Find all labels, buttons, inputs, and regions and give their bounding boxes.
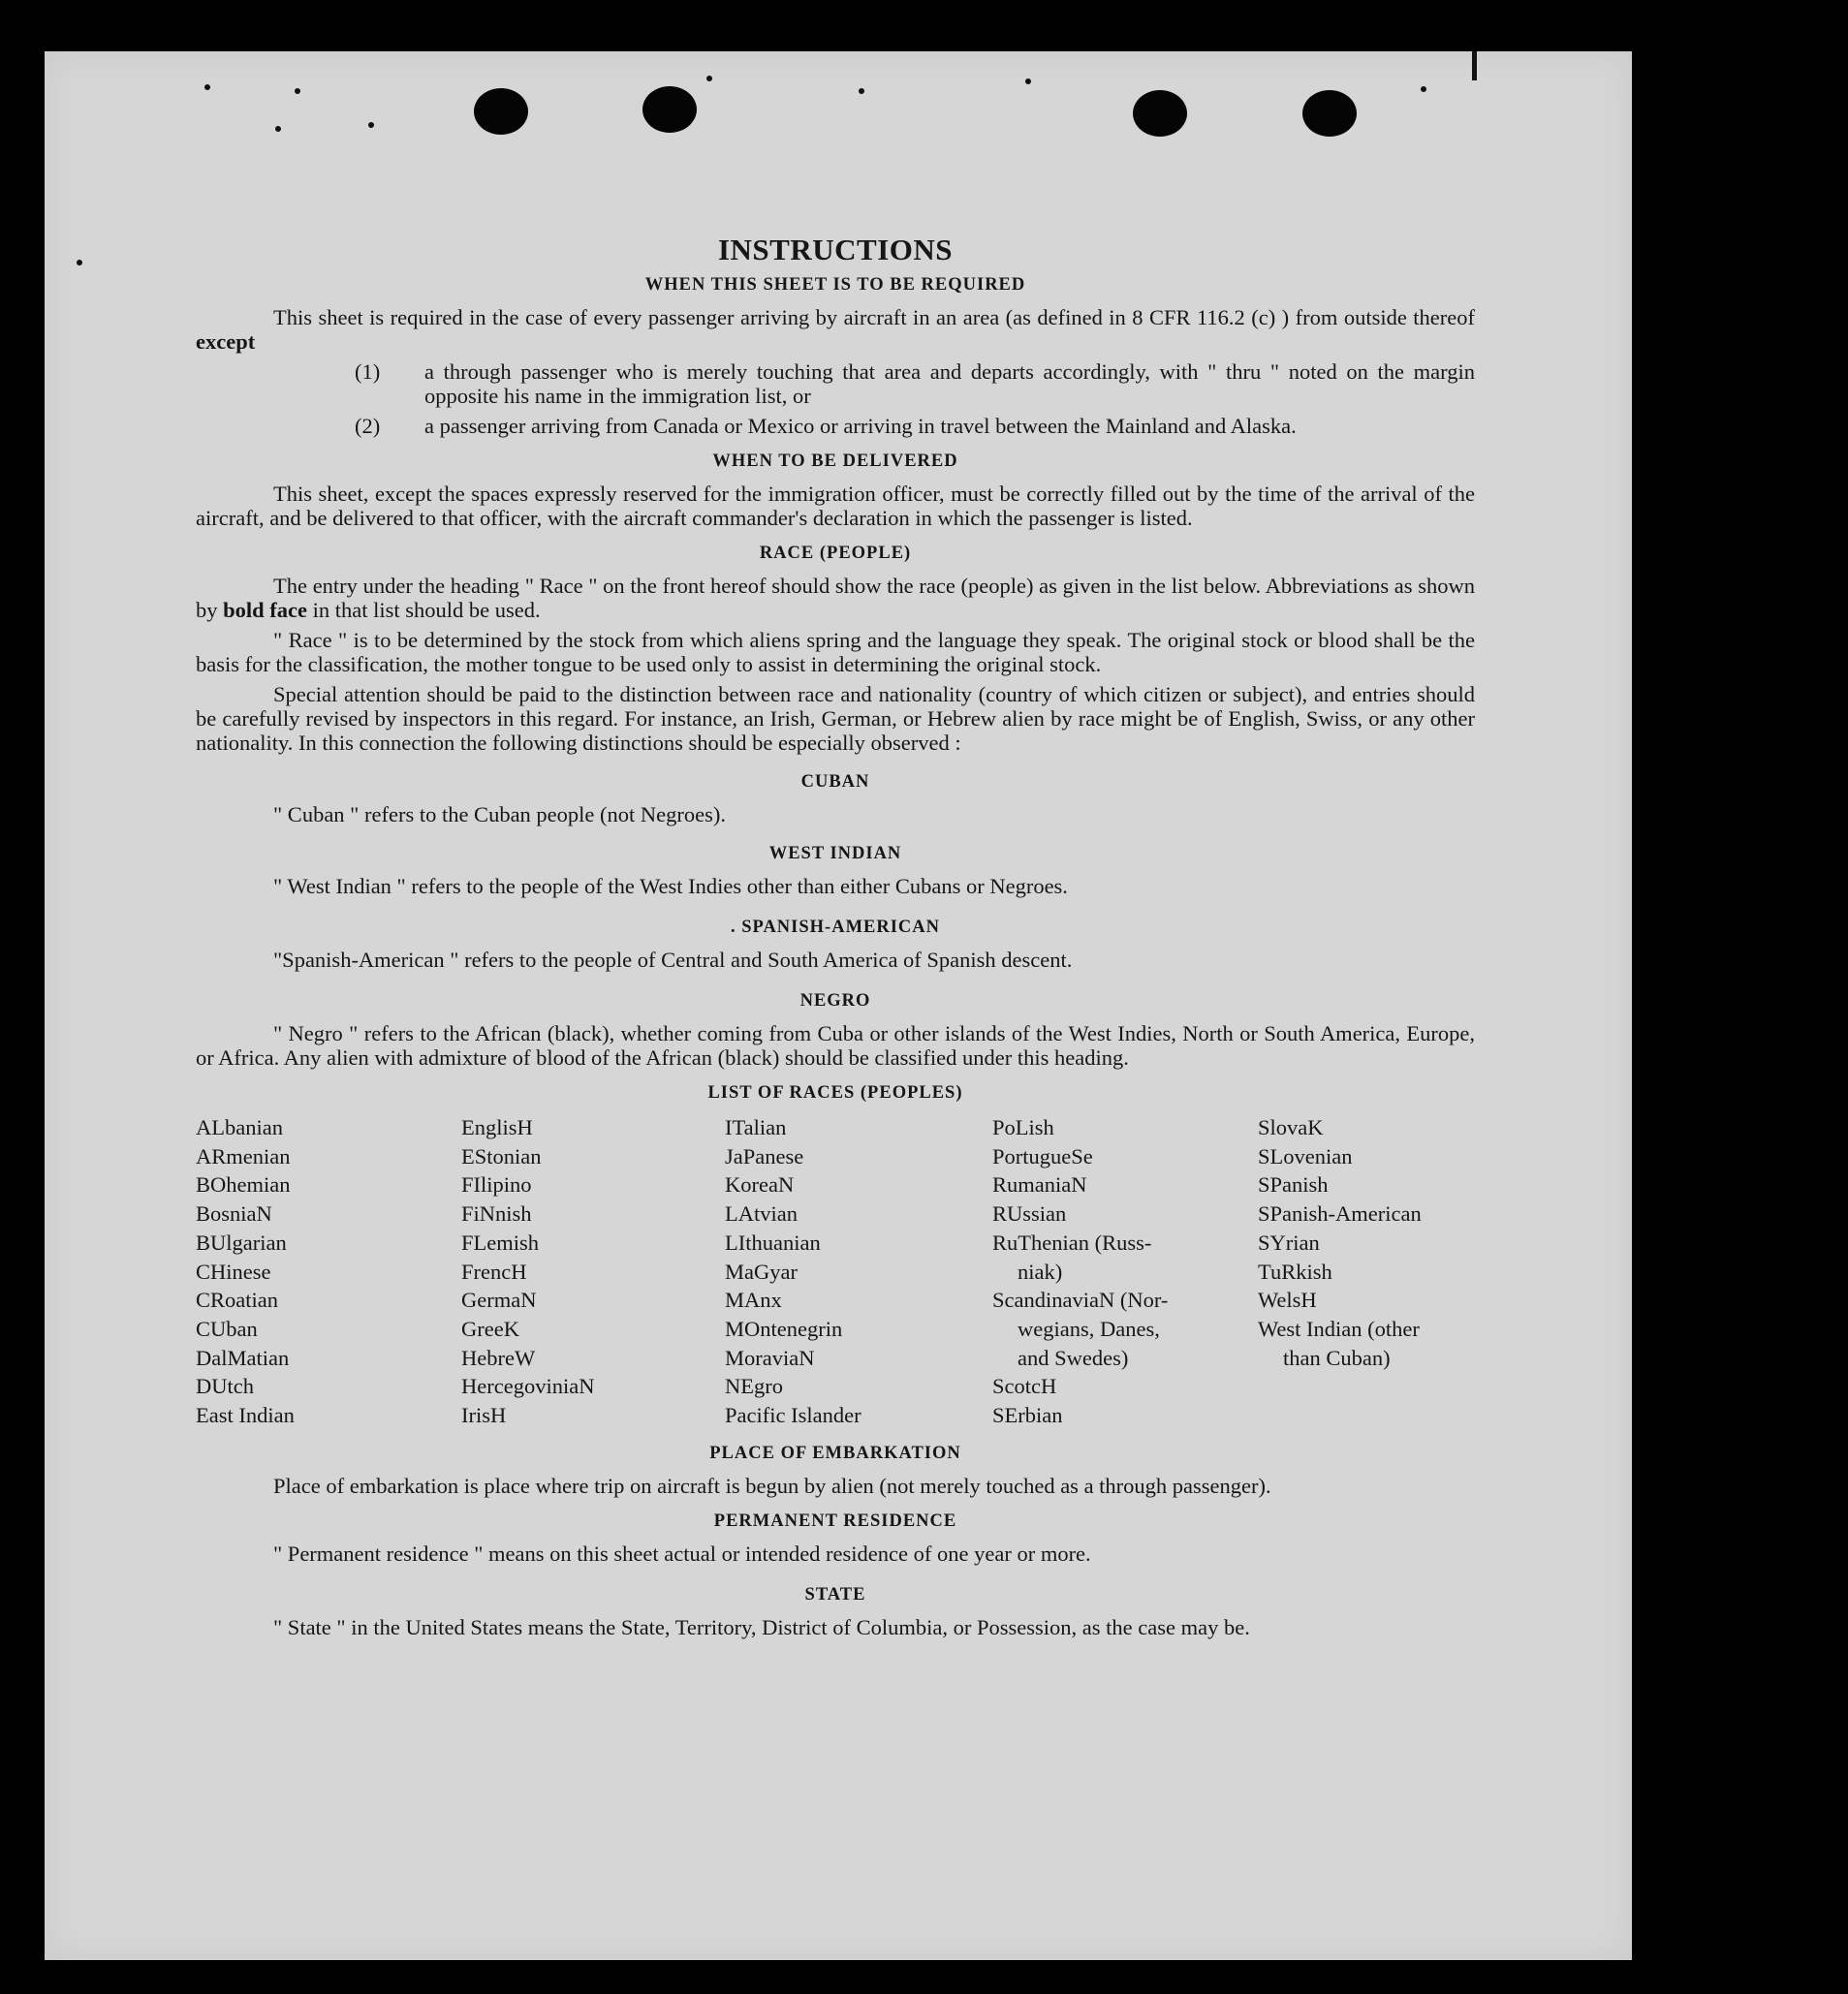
race-entry: IrisH — [461, 1403, 507, 1428]
race-entry: HercegoviniaN — [461, 1374, 595, 1399]
race-entry: ALbanian — [196, 1115, 283, 1139]
race-entry: ScotcH — [992, 1374, 1057, 1399]
race-entry: GermaN — [461, 1288, 537, 1313]
race-paragraph-3: Special attention should be paid to the distinction between race and nationality (country of which citizen or subject), and entries should be carefully revised by inspectors in this regard. For instance, an Irish, German, or Hebrew alien by race might be of English, Swiss, or any other nationality. In this connection the following distinctions should be especially observed : — [196, 682, 1475, 755]
race-entry: FLemish — [461, 1230, 540, 1255]
race-entry: SPanish — [1258, 1172, 1329, 1198]
heading-when-required: WHEN THIS SHEET IS TO BE REQUIRED — [644, 275, 1026, 295]
embarkation-text: Place of embarkation is place where trip on aircraft is begun by alien (not merely touched as a through passenger). — [273, 1473, 1271, 1498]
heading-list-of-races: LIST OF RACES (PEOPLES) — [707, 1083, 963, 1103]
heading-state: STATE — [804, 1584, 866, 1605]
race-entry: LIthuanian — [725, 1230, 821, 1255]
speck — [1421, 86, 1426, 92]
race-entry: SYrian — [1258, 1230, 1320, 1255]
race-entry: FIlipino — [461, 1172, 532, 1198]
punch-hole — [1133, 90, 1187, 137]
instructions-content — [196, 177, 1475, 1639]
race-entry: KoreaN — [725, 1172, 795, 1198]
race-entry: and Swedes) — [1018, 1345, 1129, 1370]
speck — [368, 122, 374, 128]
delivered-text: This sheet, except the spaces expressly reserved for the immigration officer, must be correctly filled out by the time of the arrival of the aircraft, and be delivered to that officer, with the aircraft commander's declaration in which the passenger is listed. — [196, 482, 1475, 530]
item-number: (1) — [355, 359, 381, 384]
race-entry: CUban — [196, 1316, 258, 1341]
heading-race: RACE (PEOPLE) — [759, 544, 912, 563]
item-number: (2) — [355, 414, 381, 438]
race-entry: SlovaK — [1258, 1115, 1324, 1139]
speck — [1025, 78, 1031, 84]
race-entry: CRoatian — [196, 1288, 278, 1313]
required-intro: This sheet is required in the case of every passenger arriving by aircraft in an area (as defined in 8 CFR 116.2 (c) ) from outside thereof except — [196, 305, 1475, 354]
race-entry: GreeK — [461, 1316, 519, 1341]
speck — [859, 88, 864, 94]
race-entry: LAtvian — [725, 1201, 798, 1227]
race-entry: MoraviaN — [725, 1345, 815, 1370]
race-entry: EnglisH — [461, 1115, 533, 1139]
spanish-american-text: "Spanish-American " refers to the people of Central and South America of Spanish descent. — [273, 948, 1073, 972]
race-entry: FiNnish — [461, 1201, 532, 1227]
heading-cuban: CUBAN — [800, 772, 870, 792]
speck — [204, 84, 210, 90]
heading-embarkation: PLACE OF EMBARKATION — [709, 1443, 961, 1463]
heading-spanish-american: . SPANISH-AMERICAN — [730, 918, 941, 937]
race-entry: DUtch — [196, 1374, 254, 1399]
race-entry: RUssian — [992, 1201, 1067, 1227]
exception-item-1 — [196, 359, 1475, 408]
heading-west-indian: WEST INDIAN — [768, 844, 902, 863]
state-text: " State " in the United States means the State, Territory, District of Columbia, or Possession, as the case may be. — [273, 1614, 1250, 1639]
race-entry: MOntenegrin — [725, 1316, 843, 1341]
race-entry: BOhemian — [196, 1172, 291, 1198]
race-column-2 — [461, 1113, 725, 1430]
speck — [295, 88, 300, 94]
page-title: INSTRUCTIONS — [717, 233, 953, 266]
race-entry: East Indian — [196, 1403, 295, 1428]
west-indian-text: " West Indian " refers to the people of the West Indies other than either Cubans or Negroes. — [273, 874, 1068, 898]
item-text: a through passenger who is merely touching that area and departs accordingly, with " thru " noted on the margin opposite his name in the immigration list, or — [424, 359, 1475, 408]
race-entry: BUlgarian — [196, 1230, 287, 1255]
race-entry: ITalian — [725, 1115, 787, 1139]
document-page — [45, 51, 1632, 1960]
race-entry: RumaniaN — [992, 1172, 1087, 1198]
speck — [706, 76, 712, 81]
race-entry: WelsH — [1258, 1288, 1317, 1313]
heading-negro: NEGRO — [799, 991, 871, 1011]
race-entry: RuThenian (Russ- — [992, 1230, 1152, 1255]
race-entry: ARmenian — [196, 1143, 291, 1168]
race-entry: SErbian — [992, 1403, 1063, 1428]
race-entry: NEgro — [725, 1374, 783, 1399]
race-entry: ScandinaviaN (Nor- — [992, 1288, 1169, 1313]
race-entry: PoLish — [992, 1115, 1054, 1139]
race-entry: MAnx — [725, 1288, 782, 1313]
race-entry: DalMatian — [196, 1345, 290, 1370]
race-paragraph-2: " Race " is to be determined by the stock from which aliens spring and the language they speak. The original stock or blood shall be the basis for the classification, the mother tongue to be used only to assist in determining the original stock. — [196, 628, 1475, 676]
race-column-3 — [725, 1113, 992, 1430]
exception-item-2 — [196, 414, 1475, 438]
race-entry: FrencH — [461, 1259, 527, 1284]
heading-when-delivered: WHEN TO BE DELIVERED — [712, 452, 958, 471]
item-text: a passenger arriving from Canada or Mexico or arriving in travel between the Mainland and Alaska. — [424, 414, 1297, 438]
race-entry: BosniaN — [196, 1201, 272, 1227]
race-entry: Pacific Islander — [725, 1403, 861, 1428]
race-entry: HebreW — [461, 1345, 536, 1370]
heading-permanent-residence: PERMANENT RESIDENCE — [713, 1511, 957, 1531]
race-entry: EStonian — [461, 1143, 542, 1168]
race-entry: SLovenian — [1258, 1143, 1353, 1168]
race-entry: TuRkish — [1258, 1259, 1332, 1284]
negro-text: " Negro " refers to the African (black), whether coming from Cuba or other islands of the West Indies, North or South America, Europe, or Africa. Any alien with admixture of blood of the African (black) should be classified under this heading. — [196, 1021, 1475, 1070]
race-entry: wegians, Danes, — [1018, 1316, 1160, 1341]
race-column-1 — [196, 1113, 461, 1430]
race-entry: CHinese — [196, 1259, 271, 1284]
race-column-4 — [992, 1113, 1258, 1430]
speck — [1472, 51, 1477, 80]
race-entry: JaPanese — [725, 1143, 804, 1168]
race-entry: West Indian (other — [1258, 1316, 1420, 1341]
race-list-table — [196, 1113, 1475, 1430]
race-entry: than Cuban) — [1283, 1345, 1391, 1370]
punch-hole — [474, 88, 528, 135]
race-entry: PortugueSe — [992, 1143, 1093, 1168]
race-paragraph-1: The entry under the heading " Race " on the front hereof should show the race (people) as given in the list below. Abbreviations as shown by bold face in that list should be used. — [196, 574, 1475, 622]
cuban-text: " Cuban " refers to the Cuban people (not Negroes). — [273, 802, 726, 826]
residence-text: " Permanent residence " means on this sheet actual or intended residence of one year or more. — [273, 1541, 1091, 1566]
punch-hole — [642, 86, 697, 133]
race-entry: niak) — [1018, 1259, 1063, 1284]
race-entry: MaGyar — [725, 1259, 798, 1284]
speck — [77, 260, 82, 265]
punch-hole — [1302, 90, 1357, 137]
speck — [275, 126, 281, 132]
race-entry: SPanish-American — [1258, 1201, 1422, 1227]
race-column-5 — [1258, 1113, 1487, 1430]
